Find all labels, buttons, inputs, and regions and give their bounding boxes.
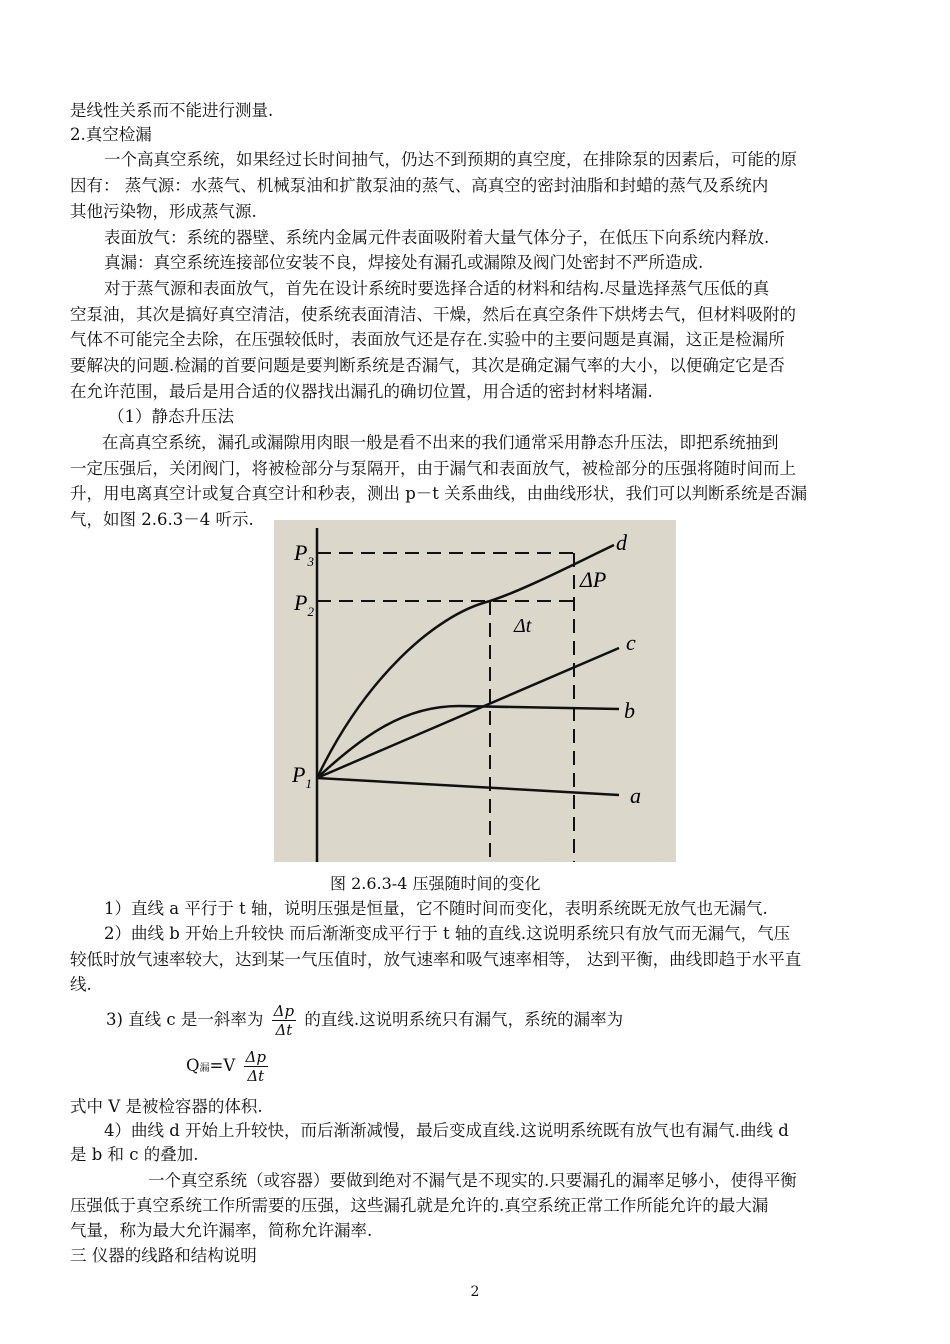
p2-label: $P_2$ [294,590,314,619]
paragraph-line: 升，用电离真空计或复合真空计和秒表，测出 p－t 关系曲线，由曲线形状，我们可以判断系统是否漏 [70,484,808,503]
c-line-prefix: 3) 直线 c 是一斜率为 [106,1010,264,1029]
paragraph-line: 因有： 蒸气源：水蒸气、机械泵油和扩散泵油的蒸气、高真空的密封油脂和封蜡的蒸气及系统内 [70,176,769,195]
label-b: b [624,698,635,723]
leak-rate-formula: Q漏=V $\frac{\Delta p}{\Delta t}$ [186,1048,266,1085]
paragraph-line: 2）曲线 b 开始上升较快 而后渐渐变成平行于 t 轴的直线.这说明系统只有放气而无漏气，气压 [104,924,791,943]
paragraph-line: 一个真空系统（或容器）要做到绝对不漏气是不现实的.只要漏孔的漏率足够小，使得平衡 [148,1171,797,1190]
page-number: 2 [470,1284,480,1300]
label-a: a [630,783,641,808]
c-line-paragraph [106,1002,623,1039]
p3-label: $P_3$ [294,540,314,569]
section-heading: 2.真空检漏 [70,125,152,144]
paragraph-line: 较低时放气速率较大，达到某一气压值时，放气速率和吸气速率相等， 达到平衡，曲线即趋于水平直 [70,950,802,969]
pressure-time-diagram [274,520,676,862]
paragraph-line: 气体不可能完全去除，在压强较低时，表面放气还是存在.实验中的主要问题是真漏，这正是检漏所 [70,330,785,349]
label-c: c [626,630,636,655]
c-line-suffix: 的直线.这说明系统只有漏气，系统的漏率为 [304,1010,624,1029]
paragraph-line: 4）曲线 d 开始上升较快，而后渐渐减慢，最后变成直线.这说明系统既有放气也有漏气.曲线 d [104,1121,789,1140]
paragraph-line: 在高真空系统，漏孔或漏隙用肉眼一般是看不出来的我们通常采用静态升压法，即把系统抽到 [102,433,779,452]
p1-label: $P_1$ [292,762,312,791]
paragraph-line: 是线性关系而不能进行测量. [70,101,274,120]
paragraph-line: 真漏：真空系统连接部位安装不良，焊接处有漏孔或漏隙及阀门处密封不严所造成. [104,253,704,272]
curve-d [317,545,614,778]
paragraph-line: 表面放气：系统的器壁、系统内金属元件表面吸附着大量气体分子，在低压下向系统内释放. [104,228,770,247]
label-d: d [616,530,627,555]
paragraph-line: 其他污染物，形成蒸气源. [70,202,257,221]
delta-p-label: ΔP [580,567,607,592]
paragraph-line: 气量，称为最大允许漏率，简称允许漏率. [70,1221,373,1240]
paragraph-line: 一个高真空系统，如果经过长时间抽气，仍达不到预期的真空度，在排除泵的因素后，可能的原 [104,150,797,169]
paragraph-line: 1）直线 a 平行于 t 轴，说明压强是恒量，它不随时间而变化，表明系统既无放气也无漏气. [104,899,768,918]
subsection-heading: （1）静态升压法 [108,407,234,426]
paragraph-line: 式中 V 是被检容器的体积. [70,1097,263,1116]
paragraph-line: 对于蒸气源和表面放气，首先在设计系统时要选择合适的材料和结构.尽量选择蒸气压低的真 [104,279,770,298]
paragraph-line: 空泵油，其次是搞好真空清洁，使系统表面清洁、干燥，然后在真空条件下烘烤去气，但材料吸附的 [70,305,796,324]
section-heading: 三 仪器的线路和结构说明 [70,1246,257,1265]
paragraph-line: 压强低于真空系统工作所需要的压强，这些漏孔就是允许的.真空系统正常工作所能允许的最大漏 [70,1196,769,1215]
pressure-time-figure [274,520,676,862]
paragraph-line: 要解决的问题.检漏的首要问题是要判断系统是否漏气，其次是确定漏气率的大小，以便确定它是否 [70,356,785,375]
slope-fraction: $\frac{\Delta p}{\Delta t}$ [273,1002,295,1039]
figure-caption: 图 2.6.3-4 压强随时间的变化 [330,874,541,893]
paragraph-line: 在允许范围，最后是用合适的仪器找出漏孔的确切位置，用合适的密封材料堵漏. [70,382,653,401]
paragraph-line: 是 b 和 c 的叠加. [70,1145,199,1164]
paragraph-line: 线. [70,975,92,994]
paragraph-line: 气，如图 2.6.3－4 听示. [70,510,254,529]
paragraph-line: 一定压强后，关闭阀门，将被检部分与泵隔开，由于漏气和表面放气，被检部分的压强将随时间而上 [70,459,796,478]
delta-t-label: Δt [514,615,532,637]
